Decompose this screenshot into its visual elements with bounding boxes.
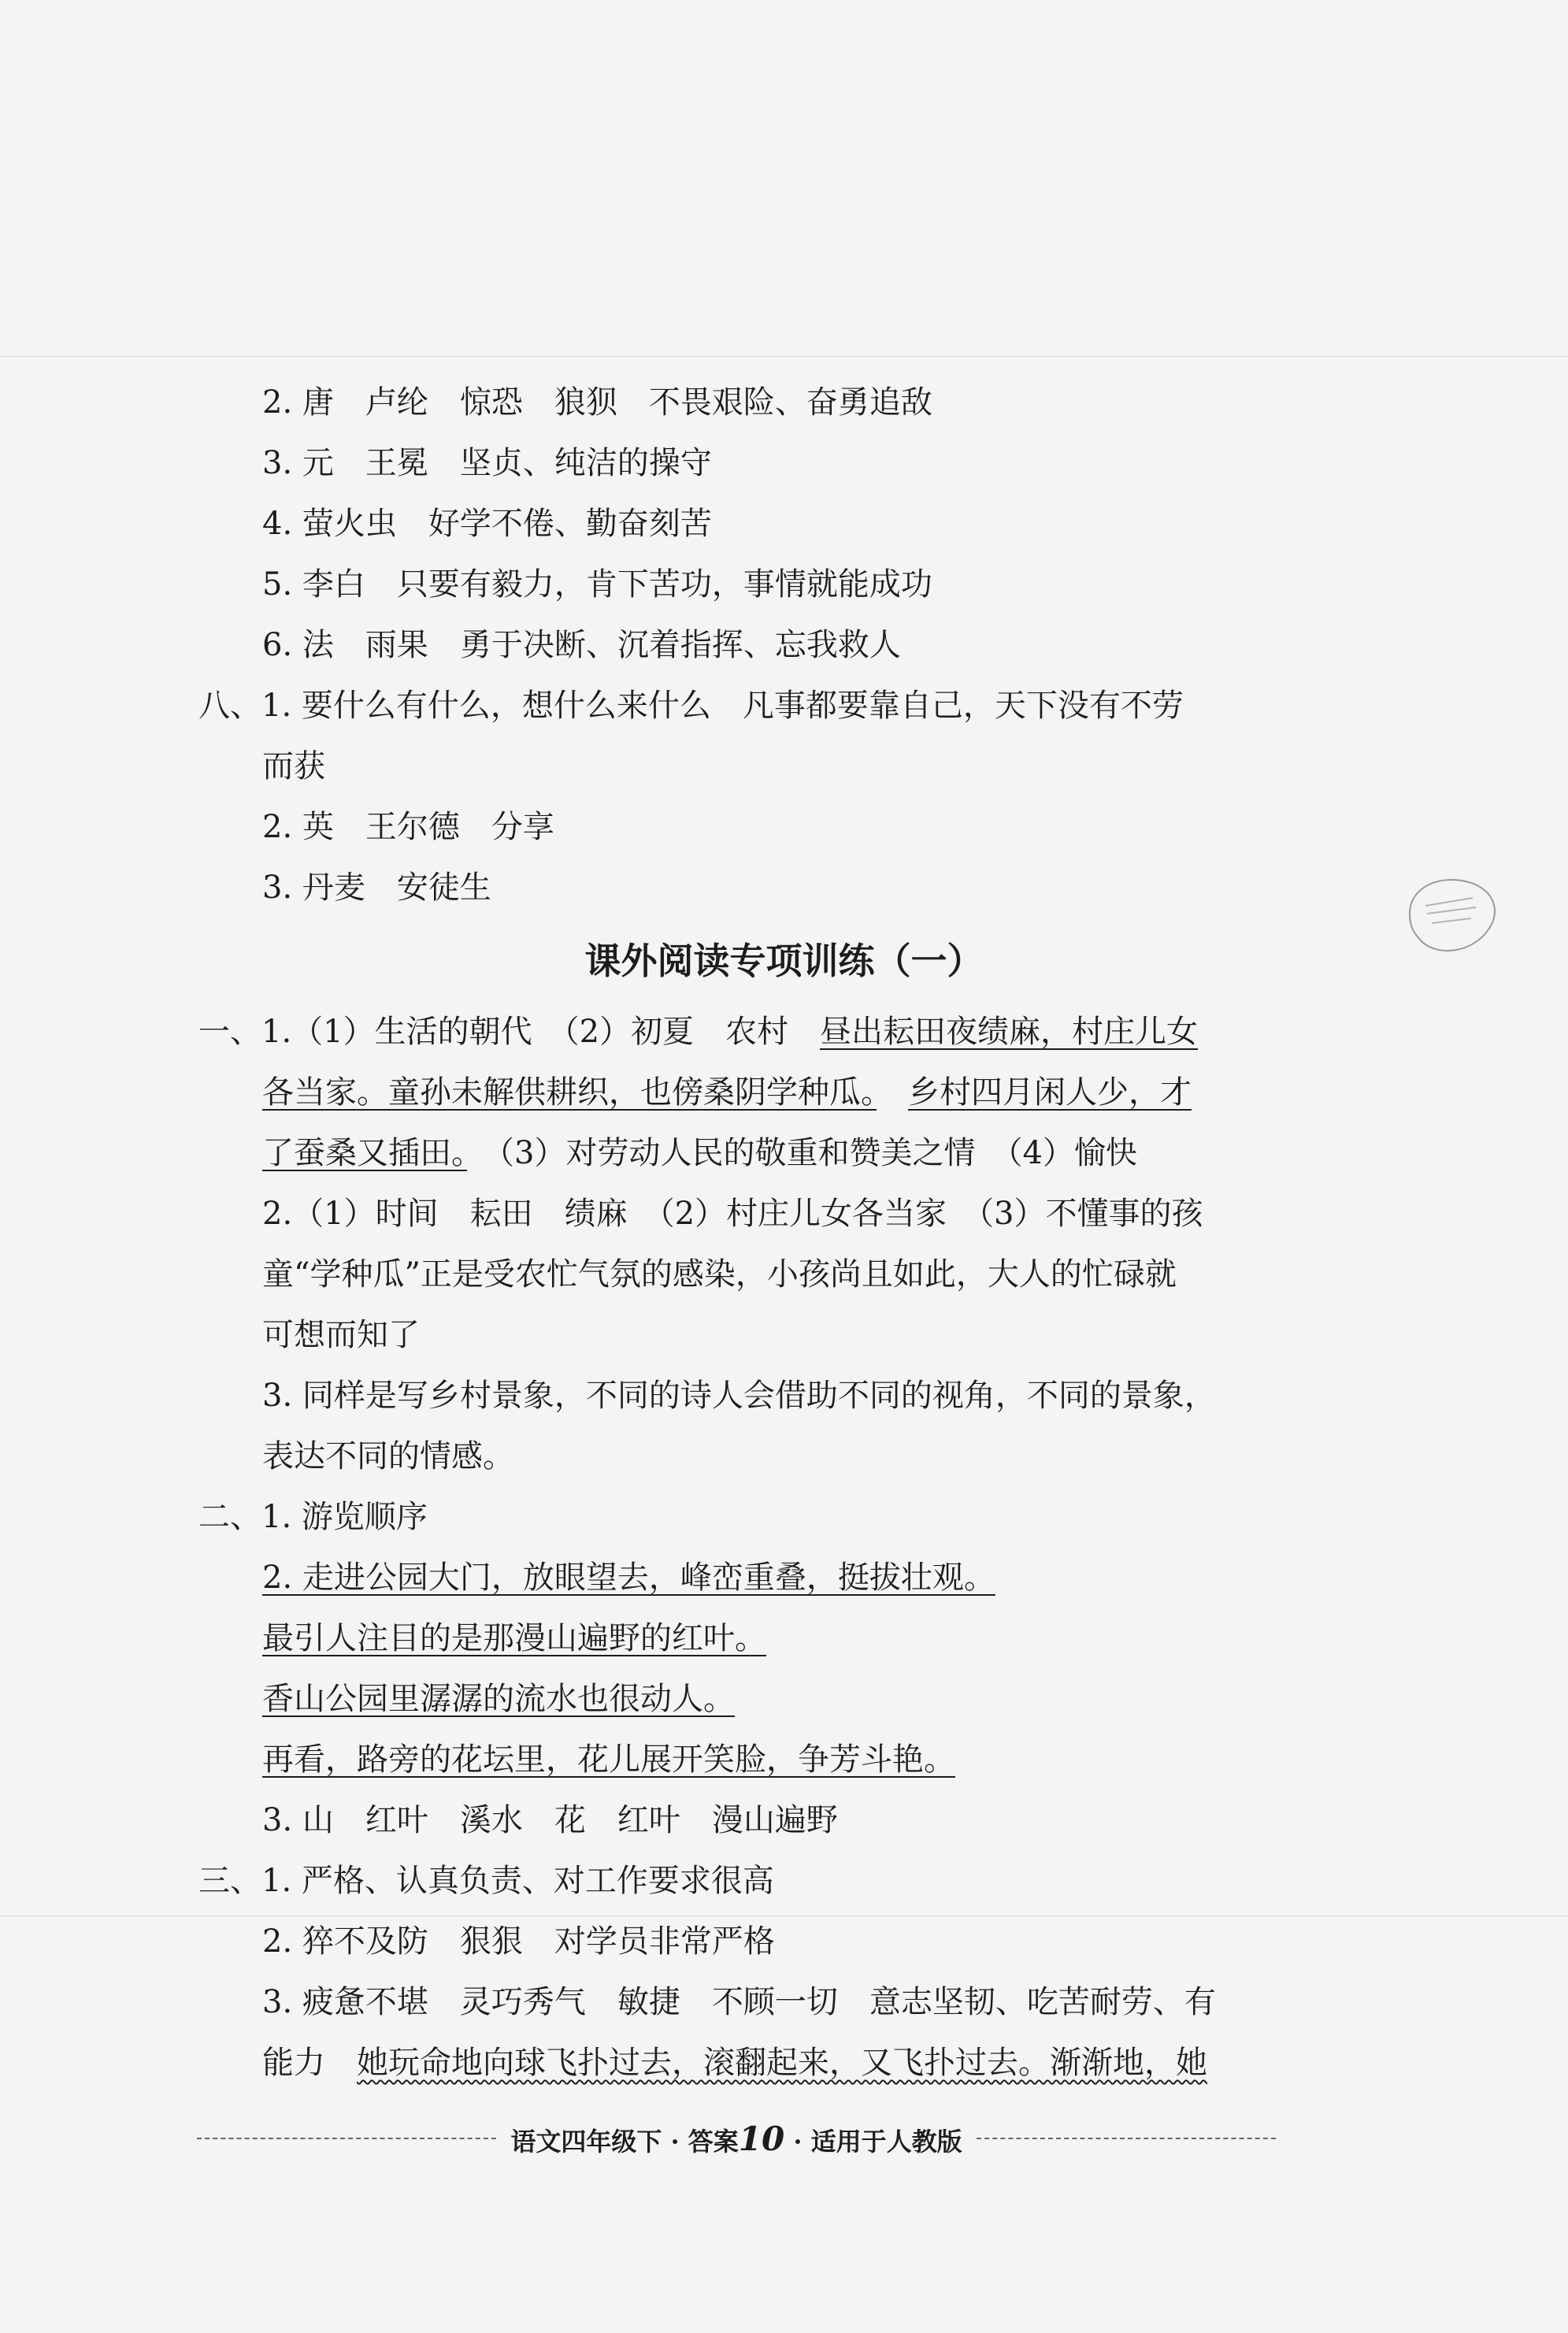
answer-line [198, 1010, 1198, 1054]
page-footer [197, 2119, 1276, 2158]
answer-line: 3. 丹麦 安徒生 [262, 870, 491, 906]
answer-line [262, 1131, 1137, 1175]
stamp-icon [1394, 866, 1504, 961]
answer-line: 童“学种瓜”正是受农忙气氛的感染，小孩尚且如此，大人的忙碌就 [262, 1256, 1177, 1293]
page-number: 10 [738, 2119, 785, 2158]
answer-line: 4. 萤火虫 好学不倦、勤奋刻苦 [262, 506, 712, 542]
answer-text: （3）对劳动人民的敬重和赞美之情 （4）愉快 [467, 1135, 1137, 1171]
answer-line: 5. 李白 只要有毅力，肯下苦功，事情就能成功 [262, 566, 932, 603]
wavy-underlined-text: 她玩命地向球飞扑过去，滚翻起来，又飞扑过去。渐渐地，她 [357, 2045, 1207, 2081]
underlined-text: 了蚕桑又插田。 [262, 1135, 467, 1171]
underlined-text: 各当家。童孙未解供耕织，也傍桑阴学种瓜。 [262, 1074, 877, 1111]
answer-line [262, 1070, 1192, 1115]
fold-line-top [0, 356, 1568, 357]
answer-line: 二、1. 游览顺序 [198, 1499, 428, 1535]
answer-line: 而获 [262, 748, 325, 784]
answer-line [262, 2041, 1207, 2085]
answer-line: 3. 同样是写乡村景象，不同的诗人会借助不同的视角，不同的景象， [262, 1378, 1216, 1414]
footer-text [496, 2120, 976, 2158]
answer-line: 3. 山 红叶 溪水 花 红叶 漫山遍野 [262, 1802, 838, 1838]
underlined-text: 乡村四月闲人少，才 [908, 1074, 1192, 1111]
underlined-line: 2. 走进公园大门，放眼望去，峰峦重叠，挺拔壮观。 [262, 1560, 995, 1596]
answer-line: 2. 猝不及防 狠狠 对学员非常严格 [262, 1923, 775, 1960]
section-title: 课外阅读专项训练（一） [584, 940, 984, 982]
answer-text: 一、1.（1）生活的朝代 （2）初夏 农村 [198, 1014, 821, 1050]
footer-label: 语文四年级下 · 答案 [510, 2126, 739, 2157]
answer-line: 3. 疲惫不堪 灵巧秀气 敏捷 不顾一切 意志坚韧、吃苦耐劳、有 [262, 1984, 1216, 2020]
answer-text [877, 1074, 908, 1111]
answer-line: 2.（1）时间 耘田 绩麻 （2）村庄儿女各当家 （3）不懂事的孩 [262, 1196, 1203, 1232]
answer-line: 可想而知了 [262, 1317, 420, 1353]
answer-line: 表达不同的情感。 [262, 1438, 514, 1474]
answer-line: 2. 英 王尔德 分享 [262, 809, 554, 845]
answer-line: 三、1. 严格、认真负责、对工作要求很高 [198, 1863, 774, 1899]
answer-line: 3. 元 王冕 坚贞、纯洁的操守 [262, 445, 712, 481]
footer-edition: · 适用于人教版 [784, 2126, 962, 2157]
underlined-text: 昼出耘田夜绩麻，村庄儿女 [820, 1014, 1199, 1050]
underlined-line: 再看，路旁的花坛里，花儿展开笑脸，争芳斗艳。 [262, 1741, 955, 1778]
answer-text: 能力 [262, 2045, 357, 2081]
underlined-line: 香山公园里潺潺的流水也很动人。 [262, 1681, 735, 1717]
underlined-line: 最引人注目的是那漫山遍野的红叶。 [262, 1620, 766, 1656]
answer-line: 八、1. 要什么有什么，想什么来什么 凡事都要靠自己，天下没有不劳 [198, 688, 1184, 724]
footer-dash-left [197, 2138, 496, 2139]
footer-dash-right [977, 2138, 1276, 2139]
answer-line: 2. 唐 卢纶 惊恐 狼狈 不畏艰险、奋勇追敌 [262, 384, 932, 421]
answer-line: 6. 法 雨果 勇于决断、沉着指挥、忘我救人 [262, 627, 901, 663]
